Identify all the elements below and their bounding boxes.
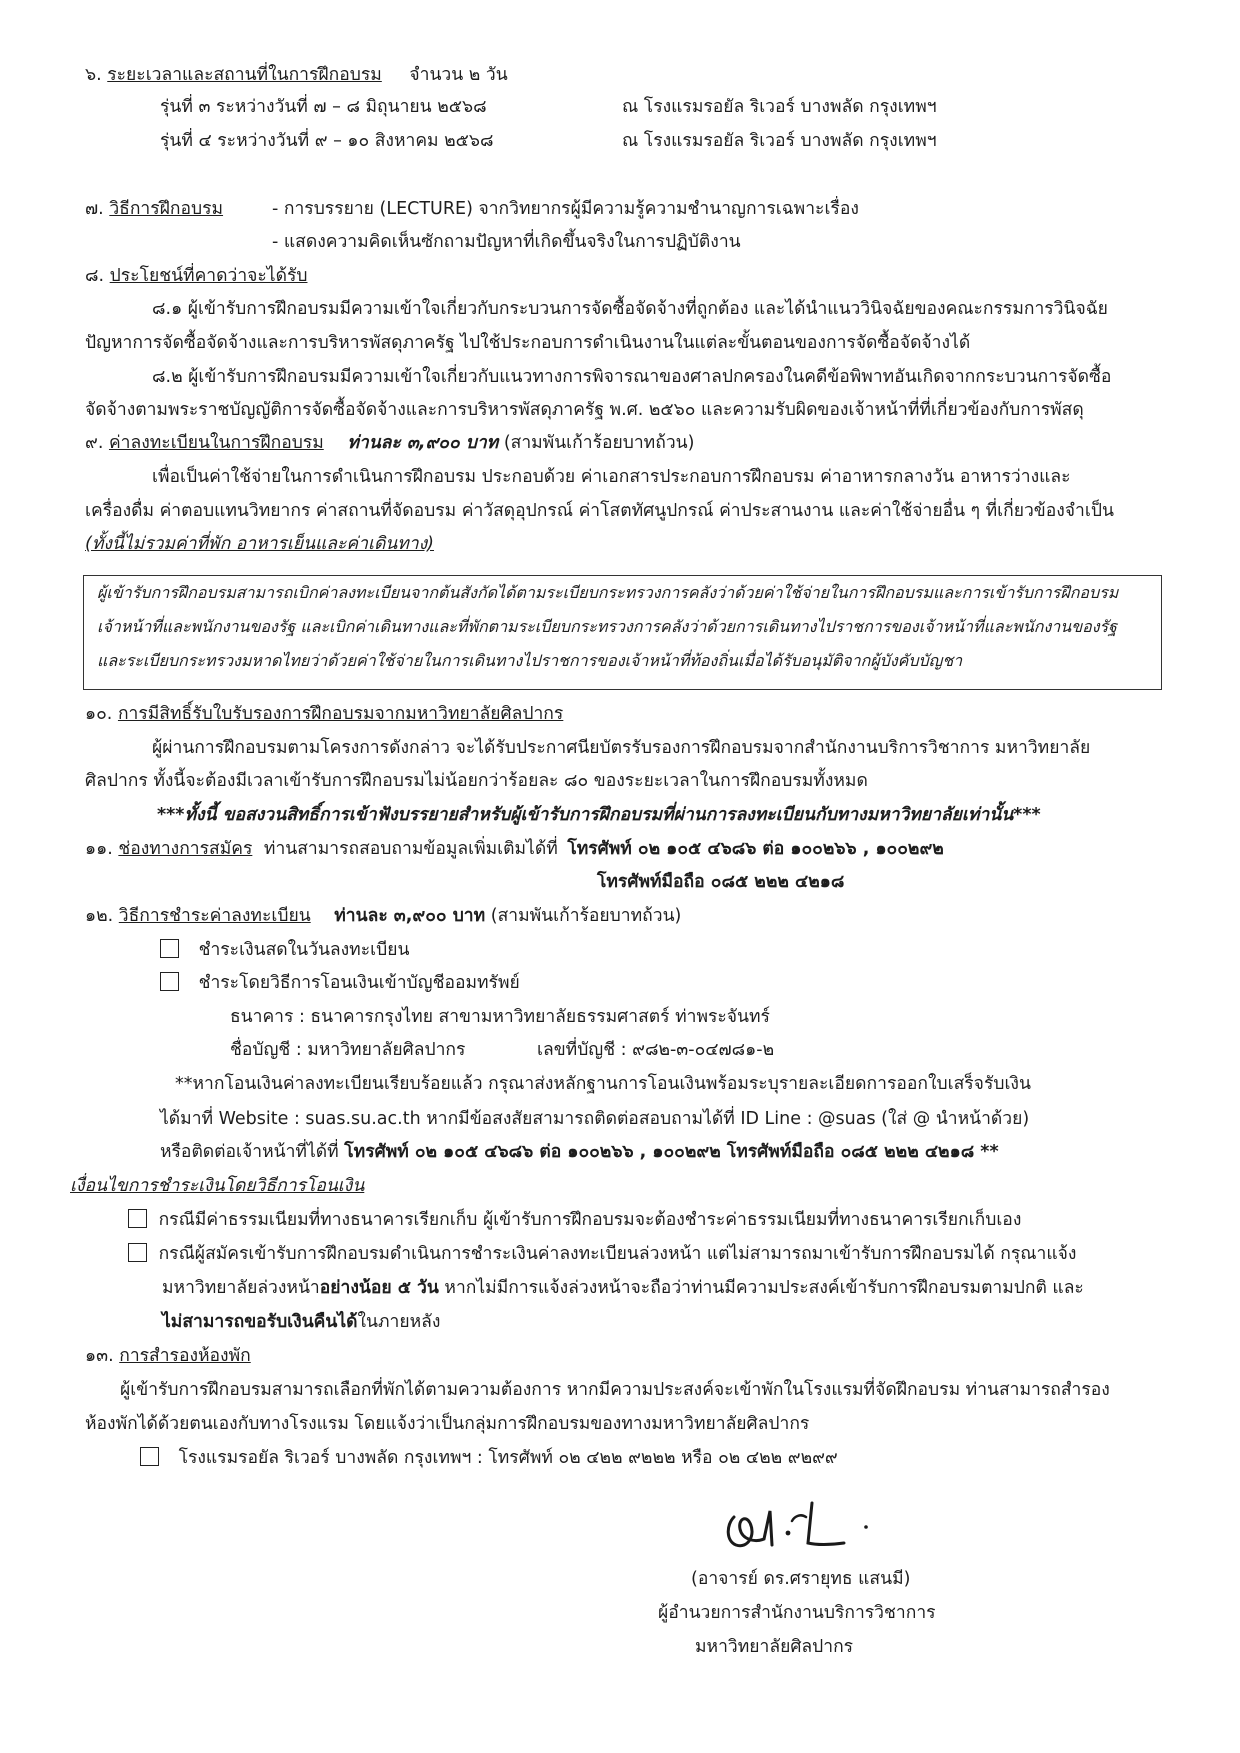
accommodation-text: ห้องพักได้ด้วยตนเองกับทางโรงแรม โดยแจ้งว่าเป็นกลุ่มการฝึกอบรมของทางมหาวิทยาลัยศิลปากร — [85, 1414, 810, 1434]
condition-item — [128, 1208, 1021, 1232]
website-contact: ได้มาที่ Website : suas.su.ac.th หากมีข้อสงสัยสามารถติดต่อสอบถามได้ที่ ID Line : @suas (ใส่ @ นำหน้าด้วย) — [160, 1109, 1030, 1129]
condition-item — [128, 1242, 1076, 1266]
staff-contact — [160, 1140, 999, 1164]
condition-text: มหาวิทยาลัยล่วงหน้า — [162, 1278, 320, 1298]
batch-4-venue: ณ โรงแรมรอยัล ริเวอร์ บางพลัด กรุงเทพฯ — [622, 131, 937, 151]
benefit-paragraph: ปัญหาการจัดซื้อจัดจ้างและการบริหารพัสดุภาครัฐ ไปใช้ประกอบการดำเนินงานในแต่ละขั้นตอนของการจัดซื้อจัดจ้างได้ — [85, 333, 971, 353]
condition-text: กรณีมีค่าธรรมเนียมที่ทางธนาคารเรียกเก็บ ผู้เข้ารับการฝึกอบรมจะต้องชำระค่าธรรมเนียมที่ทางธนาคารเรียกเก็บเอง — [158, 1210, 1022, 1230]
certificate-text: ศิลปากร ทั้งนี้จะต้องมีเวลาเข้ารับการฝึกอบรมไม่น้อยกว่าร้อยละ ๘๐ ของระยะเวลาในการฝึกอบรมทั้งหมด — [85, 771, 868, 791]
section-12-heading — [85, 904, 681, 928]
payment-option-cash[interactable] — [160, 938, 409, 962]
signature-image — [720, 1495, 880, 1565]
section-number: ๑๒. — [85, 906, 114, 926]
checkbox[interactable] — [128, 1243, 147, 1262]
transfer-proof-note: **หากโอนเงินค่าลงทะเบียนเรียบร้อยแล้ว กรุณาส่งหลักฐานการโอนเงินพร้อมระบุรายละเอียดการออกใบเสร็จรับเงิน — [175, 1074, 1031, 1094]
fee-words: (สามพันเก้าร้อยบาทถ้วน) — [503, 433, 695, 453]
payment-option-transfer[interactable] — [160, 971, 520, 995]
contact-intro: ท่านสามารถสอบถามข้อมูลเพิ่มเติมได้ที่ — [263, 839, 558, 859]
signatory-name: (อาจารย์ ดร.ศรายุทธ แสนมี) — [691, 1569, 911, 1589]
fee-amount: ท่านละ ๓,๙๐๐ บาท — [334, 906, 486, 926]
fee-words: (สามพันเก้าร้อยบาทถ้วน) — [490, 906, 682, 926]
option-label: ชำระเงินสดในวันลงทะเบียน — [198, 940, 410, 960]
account-name: ชื่อบัญชี : มหาวิทยาลัยศิลปากร — [230, 1040, 466, 1060]
reimbursement-note: และระเบียบกระทรวงมหาดไทยว่าด้วยค่าใช้จ่ายในการเดินทางไปราชการของเจ้าหน้าที่ท้องถิ่นเมื่อได้รับอนุมัติจากผู้บังคับบัญชา — [97, 651, 963, 670]
conditions-title: เงื่อนไขการชำระเงินโดยวิธีการโอนเงิน — [70, 1176, 365, 1196]
condition-text: หากไม่มีการแจ้งล่วงหน้าจะถือว่าท่านมีความประสงค์เข้ารับการฝึกอบรมตามปกติ และ — [438, 1278, 1084, 1298]
section-13-heading — [85, 1344, 251, 1368]
section-number: ๑๑. — [85, 839, 113, 859]
section-9-heading — [85, 431, 694, 455]
fee-description: เครื่องดื่ม ค่าตอบแทนวิทยากร ค่าสถานที่จัดอบรม ค่าวัสดุอุปกรณ์ ค่าโสตทัศนูปกรณ์ ค่าประสานงาน และค่าใช้จ่ายอื่น ๆ ที่เกี่ยวข้องจำเป็น — [85, 501, 1114, 521]
section-10-heading — [85, 702, 563, 726]
hotel-contact: โรงแรมรอยัล ริเวอร์ บางพลัด กรุงเทพฯ : โทรศัพท์ ๐๒ ๔๒๒ ๙๒๒๒ หรือ ๐๒ ๔๒๒ ๙๒๙๙ — [178, 1448, 838, 1468]
option-label: ชำระโดยวิธีการโอนเงินเข้าบัญชีออมทรัพย์ — [198, 973, 520, 993]
no-refund: ไม่สามารถขอรับเงินคืนได้ — [162, 1312, 358, 1332]
contact-prefix: หรือติดต่อเจ้าหน้าที่ได้ที่ — [160, 1142, 339, 1162]
reservation-notice: ***ทั้งนี้ ขอสงวนสิทธิ์การเข้าฟังบรรยายสำหรับผู้เข้ารับการฝึกอบรมที่ผ่านการลงทะเบียนกับทางมหาวิทยาลัยเท่านั้น*** — [157, 805, 1041, 825]
benefit-paragraph: ๘.๒ ผู้เข้ารับการฝึกอบรมมีความเข้าใจเกี่ยวกับแนวทางการพิจารณาของศาลปกครองในคดีข้อพิพาทอันเกิดจากกระบวนการจัดซื้อ — [152, 367, 1112, 387]
section-7-heading — [85, 197, 223, 221]
method-item: - แสดงความคิดเห็นซักถามปัญหาที่เกิดขึ้นจริงในการปฏิบัติงาน — [272, 232, 741, 252]
section-8-heading — [85, 264, 307, 288]
condition-text-line — [162, 1310, 440, 1334]
hotel-option[interactable] — [140, 1446, 838, 1470]
certificate-text: ผู้ผ่านการฝึกอบรมตามโครงการดังกล่าว จะได้รับประกาศนียบัตรรับรองการฝึกอบรมจากสำนักงานบริการวิชาการ มหาวิทยาลัย — [152, 738, 1091, 758]
reimbursement-note: ผู้เข้ารับการฝึกอบรมสามารถเบิกค่าลงทะเบียนจากต้นสังกัดได้ตามระเบียบกระทรวงการคลังว่าด้วยค่าใช้จ่ายในการฝึกอบรมและการเข้ารับการฝึกอบรม — [97, 583, 1119, 602]
section-title: วิธีการชำระค่าลงทะเบียน — [118, 906, 311, 926]
contact-mobile: โทรศัพท์มือถือ ๐๘๕ ๒๒๒ ๔๒๑๘ — [597, 872, 845, 892]
section-title: ค่าลงทะเบียนในการฝึกอบรม — [108, 433, 324, 453]
section-6-heading — [85, 63, 508, 87]
fee-amount: ท่านละ ๓,๙๐๐ บาท — [347, 433, 499, 453]
section-title: ระยะเวลาและสถานที่ในการฝึกอบรม — [107, 65, 382, 85]
section-number: ๘. — [85, 266, 105, 286]
accommodation-text: ผู้เข้ารับการฝึกอบรมสามารถเลือกที่พักได้ตามความต้องการ หากมีความประสงค์จะเข้าพักในโรงแรมที่จัดฝึกอบรม ท่านสามารถสำรอง — [120, 1380, 1110, 1400]
section-number: ๖. — [85, 65, 102, 85]
batch-3-venue: ณ โรงแรมรอยัล ริเวอร์ บางพลัด กรุงเทพฯ — [622, 97, 937, 117]
signatory-organization: มหาวิทยาลัยศิลปากร — [695, 1637, 854, 1657]
section-11-heading — [85, 837, 944, 861]
batch-3-date: รุ่นที่ ๓ ระหว่างวันที่ ๗ – ๘ มิถุนายน ๒๕๖๘ — [160, 97, 487, 117]
checkbox[interactable] — [160, 972, 179, 991]
fee-exclusion: (ทั้งนี้ไม่รวมค่าที่พัก อาหารเย็นและค่าเดินทาง) — [85, 534, 435, 554]
fee-description: เพื่อเป็นค่าใช้จ่ายในการดำเนินการฝึกอบรม ประกอบด้วย ค่าเอกสารประกอบการฝึกอบรม ค่าอาหารกลางวัน อาหารว่างและ — [152, 467, 1071, 487]
section-title: การมีสิทธิ์รับใบรับรองการฝึกอบรมจากมหาวิทยาลัยศิลปากร — [117, 704, 564, 724]
section-number: ๗. — [85, 199, 104, 219]
condition-text-line — [162, 1276, 1084, 1300]
signatory-position: ผู้อำนวยการสำนักงานบริการวิชาการ — [658, 1603, 936, 1623]
bank-name: ธนาคาร : ธนาคารกรุงไทย สาขามหาวิทยาลัยธรรมศาสตร์ ท่าพระจันทร์ — [230, 1007, 770, 1027]
account-number: เลขที่บัญชี : ๙๘๒-๓-๐๔๗๘๑-๒ — [537, 1040, 775, 1060]
checkbox[interactable] — [128, 1209, 147, 1228]
condition-text: กรณีผู้สมัครเข้ารับการฝึกอบรมดำเนินการชำระเงินค่าลงทะเบียนล่วงหน้า แต่ไม่สามารถมาเข้ารับการฝึกอบรมได้ กรุณาแจ้ง — [158, 1244, 1077, 1264]
checkbox[interactable] — [140, 1447, 159, 1466]
section-title: ช่องทางการสมัคร — [118, 839, 253, 859]
duration-text: จำนวน ๒ วัน — [409, 65, 508, 85]
section-title: ประโยชน์ที่คาดว่าจะได้รับ — [109, 266, 308, 286]
contact-phone: โทรศัพท์ ๐๒ ๑๐๕ ๔๖๘๖ ต่อ ๑๐๐๒๖๖ , ๑๐๐๒๙๒ — [567, 839, 944, 859]
contact-phones: โทรศัพท์ ๐๒ ๑๐๕ ๔๖๘๖ ต่อ ๑๐๐๒๖๖ , ๑๐๐๒๙๒ โทรศัพท์มือถือ ๐๘๕ ๒๒๒ ๔๒๑๘ ** — [344, 1142, 999, 1162]
section-number: ๑๓. — [85, 1346, 114, 1366]
reimbursement-note: เจ้าหน้าที่และพนักงานของรัฐ และเบิกค่าเดินทางและที่พักตามระเบียบกระทรวงการคลังว่าด้วยการเดินทางไปราชการของเจ้าหน้าที่และพนักงานของรัฐ — [97, 617, 1117, 636]
method-item: - การบรรยาย (LECTURE) จากวิทยากรผู้มีความรู้ความชำนาญการเฉพาะเรื่อง — [272, 199, 859, 219]
section-title: วิธีการฝึกอบรม — [109, 199, 224, 219]
benefit-paragraph: ๘.๑ ผู้เข้ารับการฝึกอบรมมีความเข้าใจเกี่ยวกับกระบวนการจัดซื้อจัดจ้างที่ถูกต้อง และได้นำแนววินิจฉัยของคณะกรรมการวินิจฉัย — [152, 299, 1108, 319]
section-number: ๙. — [85, 433, 104, 453]
section-title: การสำรองห้องพัก — [119, 1346, 251, 1366]
benefit-paragraph: จัดจ้างตามพระราชบัญญัติการจัดซื้อจัดจ้างและการบริหารพัสดุภาครัฐ พ.ศ. ๒๕๖๐ และความรับผิดของเจ้าหน้าที่ที่เกี่ยวข้องกับการพัสดุ — [85, 400, 1084, 420]
checkbox[interactable] — [160, 939, 179, 958]
notice-days: อย่างน้อย ๕ วัน — [319, 1278, 439, 1298]
section-number: ๑๐. — [85, 704, 113, 724]
batch-4-date: รุ่นที่ ๔ ระหว่างวันที่ ๙ – ๑๐ สิงหาคม ๒๕๖๘ — [160, 131, 494, 151]
condition-text: ในภายหลัง — [357, 1312, 441, 1332]
